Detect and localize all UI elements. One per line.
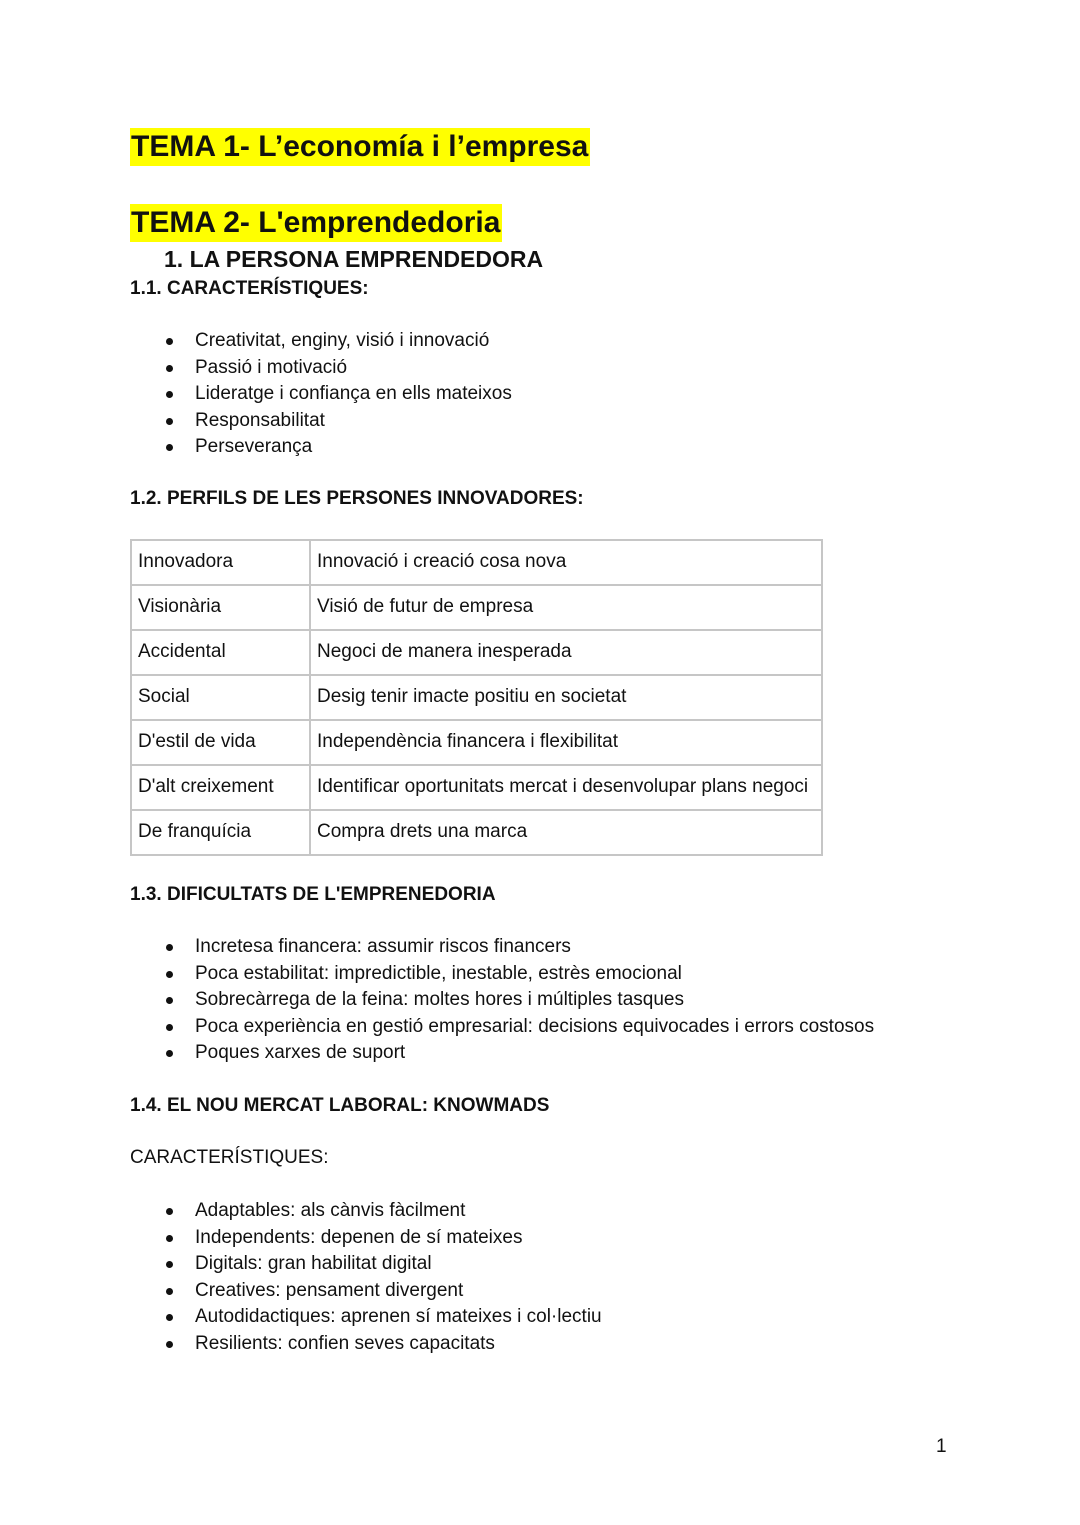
table-cell-profile: D'estil de vida [131,720,310,765]
table-row [131,630,822,675]
table-cell-profile: De franquícia [131,810,310,855]
characteristics-list [130,328,512,461]
list-item-text: Adaptables: als cànvis fàcilment [195,1200,466,1221]
table-row [131,540,822,585]
bullet-icon [166,1024,173,1031]
bullet-icon [166,1208,173,1215]
list-item [130,355,512,382]
table-cell-description: Negoci de manera inesperada [310,630,822,675]
list-item [130,408,512,435]
list-item-text: Creatives: pensament divergent [195,1279,464,1301]
bullet-icon [166,365,173,372]
list-item [130,1251,602,1278]
list-item-text: Sobrecàrrega de la feina: moltes hores i múltiples tasques [195,989,684,1010]
list-item-text: Creativitat, enginy, visió i innovació [195,330,490,351]
list-item-text: Resilients: confien seves capacitats [195,1332,495,1354]
list-item [130,1225,602,1252]
bullet-icon [166,391,173,398]
table-cell-description: Visió de futur de empresa [310,585,822,630]
section-1-3-heading: 1.3. DIFICULTATS DE L'EMPRENEDORIA [130,884,496,905]
bullet-icon [166,1341,173,1348]
list-item-text: Perseverança [195,436,313,457]
profiles-table [130,539,823,856]
bullet-icon [166,338,173,345]
list-item-text: Lideratge i confiança en ells mateixos [195,383,512,404]
list-item-text: Poca experiència en gestió empresarial: decisions equivocades i errors costosos [195,1015,875,1037]
knowmads-subheading: CARACTERÍSTIQUES: [130,1147,329,1168]
bullet-icon [166,1050,173,1057]
table-cell-profile: Innovadora [131,540,310,585]
section-1-2-heading: 1.2. PERFILS DE LES PERSONES INNOVADORES: [130,488,584,509]
table-cell-description: Compra drets una marca [310,810,822,855]
bullet-icon [166,1314,173,1321]
list-item-text: Autodidactiques: aprenen sí mateixes i col·lectiu [195,1306,602,1327]
list-item-text: Incretesa financera: assumir riscos financers [195,936,571,957]
list-item [130,961,874,988]
list-item-text: Passió i motivació [195,356,348,378]
table-row [131,720,822,765]
bullet-icon [166,418,173,425]
table-cell-description: Independència financera i flexibilitat [310,720,822,765]
list-item-text: Poques xarxes de suport [195,1042,406,1063]
list-item [130,434,512,461]
list-item-text: Responsabilitat [195,409,325,431]
table-cell-profile: D'alt creixement [131,765,310,810]
bullet-icon [166,997,173,1004]
table-row [131,810,822,855]
list-item [130,934,874,961]
list-item [130,1331,602,1358]
bullet-icon [166,1261,173,1268]
bullet-icon [166,1288,173,1295]
list-item [130,987,874,1014]
list-item [130,328,512,355]
table-row [131,675,822,720]
table-cell-profile: Social [131,675,310,720]
list-item [130,1014,874,1041]
bullet-icon [166,944,173,951]
tema2-title: TEMA 2- L'emprendedoria [130,204,502,242]
bullet-icon [166,971,173,978]
knowmads-list [130,1198,602,1357]
list-item [130,1198,602,1225]
list-item [130,381,512,408]
table-cell-profile: Accidental [131,630,310,675]
section-1-heading: 1. LA PERSONA EMPRENDEDORA [164,246,544,272]
bullet-icon [166,444,173,451]
tema1-title: TEMA 1- L’economía i l’empresa [130,128,590,166]
difficulties-list [130,934,874,1067]
table-row [131,585,822,630]
section-1-1-heading: 1.1. CARACTERÍSTIQUES: [130,278,369,299]
list-item-text: Poca estabilitat: impredictible, inestable, estrès emocional [195,962,682,984]
section-1-4-heading: 1.4. EL NOU MERCAT LABORAL: KNOWMADS [130,1095,550,1116]
list-item-text: Independents: depenen de sí mateixes [195,1226,523,1248]
table-cell-profile: Visionària [131,585,310,630]
bullet-icon [166,1235,173,1242]
table-cell-description: Identificar oportunitats mercat i desenvolupar plans negoci [310,765,822,810]
list-item [130,1040,874,1067]
list-item [130,1278,602,1305]
list-item [130,1304,602,1331]
table-cell-description: Desig tenir imacte positiu en societat [310,675,822,720]
list-item-text: Digitals: gran habilitat digital [195,1253,432,1274]
table-row [131,765,822,810]
page-number: 1 [936,1436,947,1457]
table-cell-description: Innovació i creació cosa nova [310,540,822,585]
